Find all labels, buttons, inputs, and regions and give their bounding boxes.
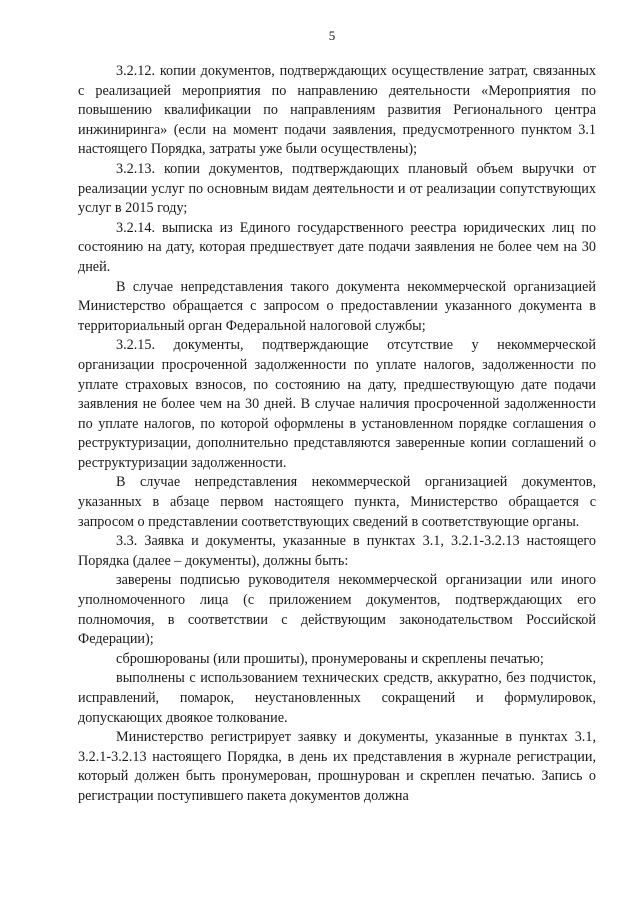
- paragraph-registration: Министерство регистрирует заявку и документы, указанные в пунктах 3.1, 3.2.1-3.2.13 настоящего Порядка, в день их представления в журнале регистрации, который должен быть пронумерован, прошнурован и скреплен печатью. Запись о регистрации поступившего пакета документов должна: [78, 729, 596, 804]
- document-page: [78, 28, 596, 807]
- paragraph-3-2-13: 3.2.13. копии документов, подтверждающих плановый объем выручки от реализации услуг по основным видам деятельности и от реализации сопутствующих услуг в 2015 году;: [78, 160, 596, 217]
- paragraph-3-2-14: 3.2.14. выписка из Единого государственного реестра юридических лиц по состоянию на дату, которая предшествует дате подачи заявления не более чем на 30 дней.: [78, 219, 596, 275]
- paragraph-3-2-12: 3.2.12. копии документов, подтверждающих осуществление затрат, связанных с реализацией мероприятия по направлению деятельности «Мероприятия по повышению квалификации по направлениям развития Регионального центра инжиниринга» (если на момент подачи заявления, предусмотренного пунктом 3.1 настоящего Порядка, затраты уже были осуществлены);: [78, 63, 596, 158]
- paragraph-3-3-signed: заверены подписью руководителя некоммерческой организации или иного уполномоченного лица (с приложением документов, подтверждающих его полномочия, в соответствии с действующим законодательством Российской Федерации);: [78, 572, 596, 648]
- paragraph-3-2-15: 3.2.15. документы, подтверждающие отсутствие у некоммерческой организации просроченной задолженности по уплате налогов, задолженности по уплате страховых взносов, по состоянию на дату, предшествующую дате подачи заявления не более чем на 30 дней. В случае наличия просроченной задолженности по уплате налогов, по которой оформлены в установленном порядке соглашения о реструктуризации, дополнительно представляются заверенные копии соглашений о реструктуризации задолженности.: [78, 337, 596, 471]
- paragraph-3-3-bound: сброшюрованы (или прошиты), пронумерованы и скреплены печатью;: [116, 650, 544, 667]
- paragraph-3-3: 3.3. Заявка и документы, указанные в пунктах 3.1, 3.2.1-3.2.13 настоящего Порядка (далее – документы), должны быть:: [78, 533, 596, 569]
- paragraph-3-2-14-note: В случае непредставления такого документа некоммерческой организацией Министерство обращается с запросом о предоставлении указанного документа в территориальный орган Федеральной налоговой службы;: [78, 278, 596, 334]
- paragraph-3-3-executed: выполнены с использованием технических средств, аккуратно, без подчисток, исправлений, помарок, неустановленных сокращений и формулировок, допускающих двоякое толкование.: [78, 670, 596, 726]
- page-number: 5: [328, 28, 336, 43]
- paragraph-3-2-15-note: В случае непредставления некоммерческой организацией документов, указанных в абзаце первом настоящего пункта, Министерство обращается с запросом о представлении соответствующих сведений в соответствующие органы.: [78, 474, 596, 530]
